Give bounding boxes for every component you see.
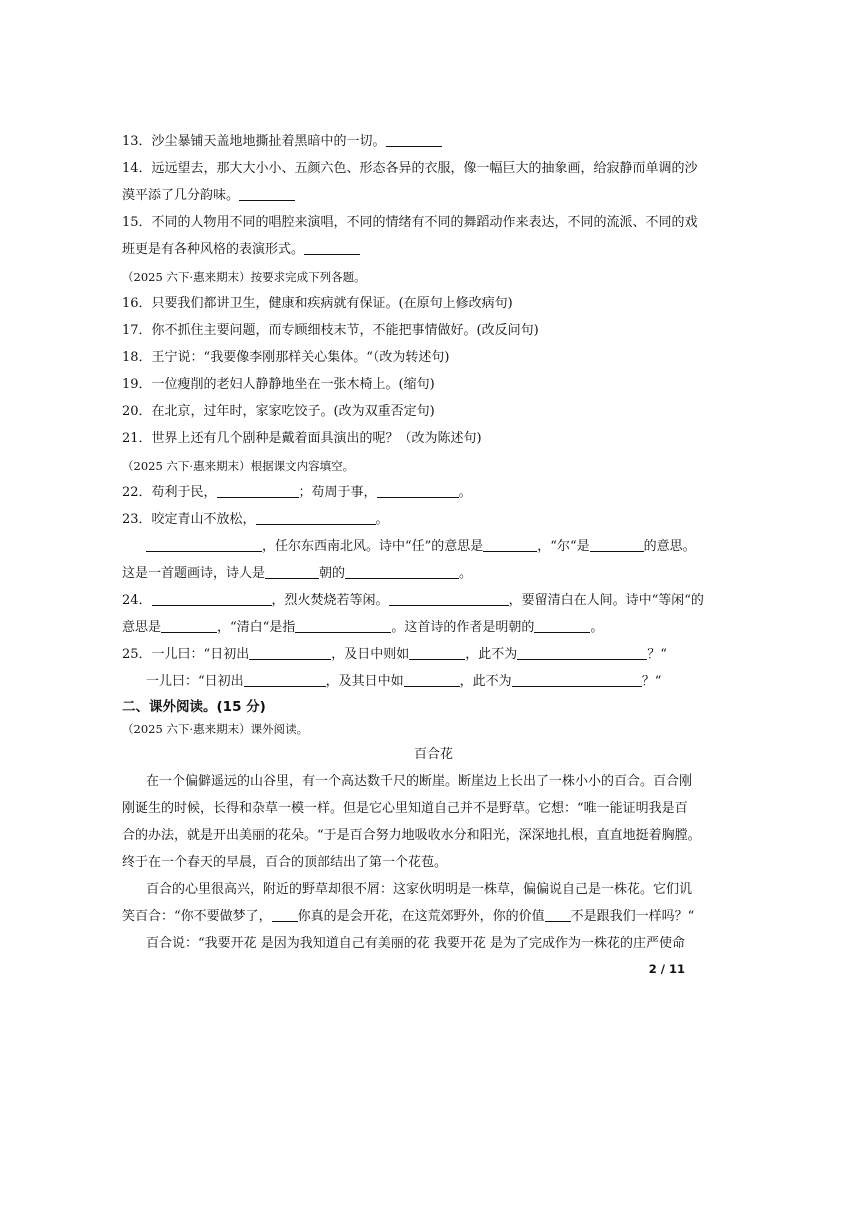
question-23: 23．咬定青山不放松， 。: [122, 512, 389, 527]
question-24-line-2: 意思是 ，“清白“是指 。这首诗的作者是明朝的 。: [122, 620, 604, 635]
answer-blank[interactable]: [545, 908, 571, 922]
passage-line: 合的办法，就是开出美丽的花朵。“于是百合努力地吸收水分和阳光，深深地扎根，直直地挺着胸膛。: [122, 828, 701, 843]
question-24: 24． ，烈火焚烧若等闲。 ，要留清白在人间。诗中“等闲“的: [122, 593, 704, 608]
passage-line: 终于在一个春天的早晨，百合的顶部结出了第一个花苞。: [122, 855, 448, 870]
answer-blank[interactable]: [377, 484, 459, 498]
source-note-1: （2025 六下·惠来期末）按要求完成下列各题。: [122, 270, 366, 284]
passage-line: 笑百合：“你不要做梦了， 你真的是会开花，在这荒郊野外，你的价值 不是跟我们一样吗？“: [122, 909, 695, 924]
question-21: 21．世界上还有几个剧种是戴着面具演出的呢？（改为陈述句): [122, 431, 482, 446]
passage-line: 百合的心里很高兴，附近的野草却很不屑：这家伙明明是一株草，偏偏说自己是一株花。它们讥: [146, 882, 693, 897]
passage-line: 刚诞生的时候，长得和杂草一模一样。但是它心里知道自己并不是野草。它想：“唯一能证明我是百: [122, 801, 688, 816]
answer-blank[interactable]: [265, 565, 319, 579]
answer-blank[interactable]: [295, 619, 391, 633]
question-22: 22．苟利于民， ；苟周于事， 。: [122, 485, 472, 500]
question-17: 17．你不抓住主要问题，而专顾细枝末节，不能把事情做好。(改反问句): [122, 323, 539, 338]
answer-blank[interactable]: [404, 673, 460, 687]
answer-blank[interactable]: [146, 538, 262, 552]
answer-blank[interactable]: [512, 673, 642, 687]
answer-blank[interactable]: [304, 241, 360, 255]
answer-blank[interactable]: [152, 592, 272, 606]
question-19: 19．一位瘦削的老妇人静静地坐在一张木椅上。(缩句): [122, 377, 435, 392]
answer-blank[interactable]: [161, 619, 217, 633]
source-note-3: （2025 六下·惠来期末）课外阅读。: [122, 722, 309, 736]
answer-blank[interactable]: [590, 538, 644, 552]
answer-blank[interactable]: [217, 484, 299, 498]
question-25: 25．一儿曰：“日初出 ，及日中则如 ，此不为 ？“: [122, 647, 667, 662]
answer-blank[interactable]: [345, 565, 459, 579]
answer-blank[interactable]: [249, 646, 331, 660]
answer-blank[interactable]: [239, 187, 295, 201]
question-15-line-1: 15．不同的人物用不同的唱腔来演唱，不同的情绪有不同的舞蹈动作来表达，不同的流派、不同的戏: [122, 215, 698, 230]
passage-line: 百合说：“我要开花 是因为我知道自己有美丽的花 我要开花 是为了完成作为一株花的庄严使命: [146, 936, 686, 951]
section-heading: 二、课外阅读。(15 分): [122, 699, 266, 715]
answer-blank[interactable]: [409, 646, 465, 660]
question-15-line-2: 班更是有各种风格的表演形式。: [122, 241, 762, 259]
question-16: 16．只要我们都讲卫生，健康和疾病就有保证。(在原句上修改病句): [122, 296, 513, 311]
answer-blank[interactable]: [244, 673, 326, 687]
answer-blank[interactable]: [517, 646, 647, 660]
passage-title: 百合花: [413, 747, 453, 762]
passage-line: 在一个偏僻遥远的山谷里，有一个高达数千尺的断崖。断崖边上长出了一株小小的百合。百合刚: [146, 774, 693, 789]
answer-blank[interactable]: [256, 511, 376, 525]
question-14-line-2: 漠平添了几分韵味。: [122, 187, 762, 205]
question-23-line-2: ，任尔东西南北风。诗中“任”的意思是 ，“尔“是 的意思。: [146, 538, 786, 556]
question-13: 13．沙尘暴铺天盖地地撕扯着黑暗中的一切。: [122, 133, 762, 151]
question-25-line-2: 一儿曰：“日初出 ，及其日中如 ，此不为 ？“: [146, 674, 662, 689]
question-23-line-3: 这是一首题画诗，诗人是 朝的 。: [122, 566, 473, 581]
question-20: 20．在北京，过年时，家家吃饺子。(改为双重否定句): [122, 404, 435, 419]
answer-blank[interactable]: [386, 133, 442, 147]
page-number: 2 / 11: [648, 962, 685, 976]
source-note-2: （2025 六下·惠来期末）根据课文内容填空。: [122, 459, 355, 473]
question-18: 18．王宁说：“我要像李刚那样关心集体。“（改为转述句): [122, 350, 450, 365]
answer-blank[interactable]: [272, 908, 298, 922]
answer-blank[interactable]: [534, 619, 590, 633]
answer-blank[interactable]: [389, 592, 509, 606]
question-14-line-1: 14．远远望去，那大大小小、五颜六色、形态各异的衣服，像一幅巨大的抽象画，给寂静而单调的沙: [122, 161, 698, 176]
answer-blank[interactable]: [483, 538, 537, 552]
